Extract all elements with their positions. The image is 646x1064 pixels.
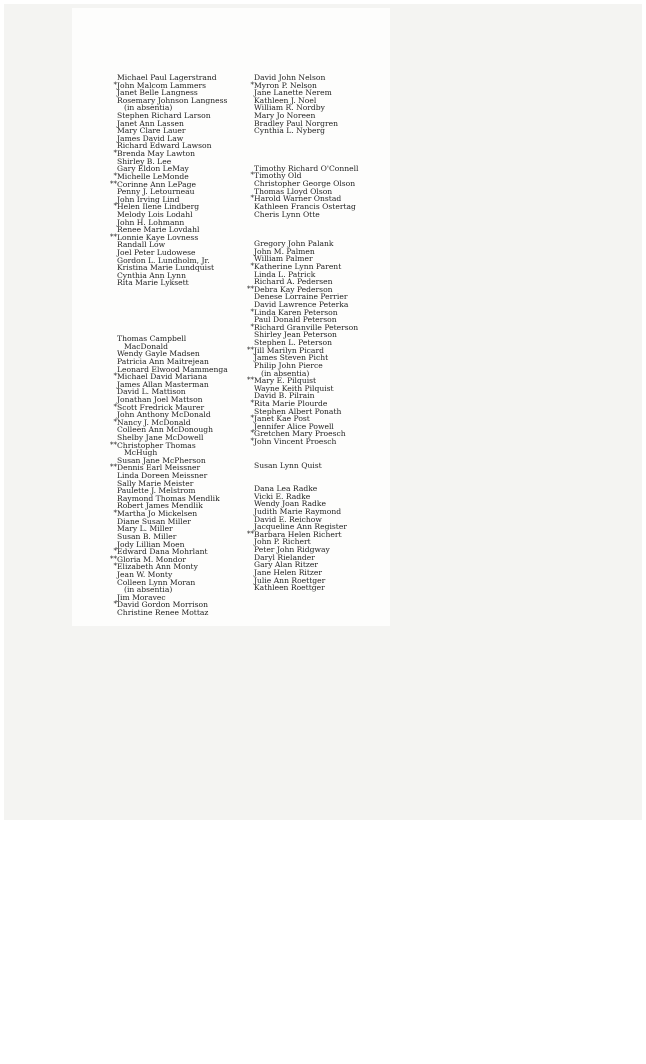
name-column-left (108, 74, 228, 617)
name-text: Jim Moravec (117, 592, 166, 602)
name-text: Randall Low (117, 240, 166, 250)
name-group (245, 240, 358, 445)
name-text: Edward Dana Mohrlant (117, 547, 208, 557)
name-text: Sally Marie Meister (117, 478, 194, 488)
honor-mark: * (113, 600, 117, 609)
name-text: Myron P. Nelson (254, 80, 317, 90)
name-text: Rosemary Johnson Langness (117, 95, 228, 105)
name-text: Michelle LeMonde (117, 171, 189, 181)
name-text: Penny J. Letourneau (117, 187, 195, 197)
name-text: David Gordon Morrison (117, 600, 209, 610)
name-text: Denese Lorraine Perrier (254, 292, 348, 302)
name-text: Susan B. Miller (117, 531, 177, 541)
name-text: James Steven Picht (254, 353, 329, 363)
name-text: Linda Doreen Meissner (117, 471, 208, 481)
name-text: Linda Karen Peterson (254, 307, 338, 317)
honor-mark: * (250, 80, 254, 89)
name-text: Wendy Gayle Madsen (117, 349, 200, 359)
name-column-right (245, 74, 358, 592)
honor-mark: * (113, 202, 117, 211)
name-text: (in absentia) (124, 585, 173, 595)
name-text: Kathleen Francis Ostertag (254, 201, 356, 211)
name-text: Gordon L. Lundholm, Jr. (117, 255, 210, 265)
honor-mark: * (250, 436, 254, 445)
name-entry (245, 211, 358, 219)
name-entry (245, 438, 358, 446)
honor-mark: * (113, 402, 117, 411)
name-text: Leonard Elwood Mammenga (117, 364, 228, 374)
name-text: Shirley B. Lee (117, 156, 172, 166)
name-text: Nancy J. McDonald (117, 417, 191, 427)
name-text: John Anthony McDonald (117, 410, 211, 420)
name-text: John Malcom Lammers (117, 80, 206, 90)
honor-mark: * (250, 171, 254, 180)
name-text: Debra Kay Pederson (254, 284, 333, 294)
honor-mark: * (113, 80, 117, 89)
honor-mark: * (113, 562, 117, 571)
name-text: Stephen L. Peterson (254, 338, 332, 348)
name-text: Wayne Keith Pilquist (254, 383, 334, 393)
honor-mark: * (250, 398, 254, 407)
name-text: Janet Kae Post (254, 414, 310, 424)
name-text: Linda L. Patrick (254, 269, 316, 279)
name-text: Dennis Earl Meissner (117, 463, 201, 473)
name-text: Jonathan Joel Mattson (117, 394, 203, 404)
name-text: Richard A. Pedersen (254, 277, 333, 287)
name-text: Brenda May Lawton (117, 149, 195, 159)
name-text: Thomas Campbell (117, 334, 187, 344)
name-text: Mary L. Miller (117, 524, 173, 534)
honor-mark: ** (110, 179, 117, 188)
honor-mark: * (250, 322, 254, 331)
name-entry (245, 127, 358, 135)
name-text: Jacqueline Ann Register (254, 522, 347, 532)
name-text: Cheris Lynn Otte (254, 209, 320, 219)
name-text: Wendy Joan Radke (254, 499, 326, 509)
name-text: Mary Jo Noreen (254, 111, 316, 121)
name-group (245, 165, 358, 218)
name-text: Paulette J. Melstrom (117, 486, 196, 496)
name-text: McHugh (124, 448, 158, 458)
name-group (108, 74, 228, 287)
honor-mark: * (113, 149, 117, 158)
name-text: Christopher Thomas (117, 440, 196, 450)
name-text: Scott Fredrick Maurer (117, 402, 205, 412)
name-text: James David Law (117, 133, 184, 143)
name-text: Stephen Albert Ponath (254, 406, 342, 416)
name-text: Peter John Ridgway (254, 545, 330, 555)
honor-mark: * (250, 194, 254, 203)
name-text: Christopher George Olson (254, 179, 356, 189)
name-text: David L. Mattison (117, 387, 186, 397)
honor-mark: ** (247, 376, 254, 385)
honor-mark: * (113, 509, 117, 518)
name-text: Renee Marie Lovdahl (117, 225, 200, 235)
name-text: John H. Lohmann (117, 217, 185, 227)
honor-mark: ** (110, 440, 117, 449)
name-text: Colleen Lynn Moran (117, 577, 196, 587)
name-text: Jane Helen Ritzer (254, 567, 323, 577)
name-text: David John Nelson (254, 73, 326, 82)
name-text: Lonnie Kaye Lovness (117, 232, 199, 242)
honor-mark: ** (110, 232, 117, 241)
name-text: James Allan Masterman (117, 379, 209, 389)
name-text: Helen Ilene Lindberg (117, 202, 200, 212)
name-text: Shelby Jane McDowell (117, 432, 204, 442)
name-text: Diane Susan Miller (117, 516, 191, 526)
name-text: Janet Ann Lassen (117, 118, 184, 128)
name-text: Susan Jane McPherson (117, 455, 206, 465)
name-text: Colleen Ann McDonough (117, 425, 214, 435)
name-text: Christine Renee Mottaz (117, 608, 209, 617)
name-text: Thomas Lloyd Olson (254, 186, 333, 196)
name-text: Jean W. Monty (117, 569, 173, 579)
name-entry (245, 462, 358, 470)
name-text: John Irving Lind (117, 194, 180, 204)
name-text: Gary Alan Ritzer (254, 560, 318, 570)
name-text: John Vincent Proesch (254, 436, 337, 446)
name-text: Jane Lanette Nerem (254, 88, 332, 98)
honor-mark: * (250, 429, 254, 438)
name-text: Jody Lillian Moen (117, 539, 185, 549)
name-text: Barbara Helen Richert (254, 529, 342, 539)
name-text: Dana Lea Radke (254, 484, 318, 494)
name-text: Kristina Marie Lundquist (117, 263, 215, 273)
honor-mark: * (113, 547, 117, 556)
honor-mark: * (250, 414, 254, 423)
name-text: Mary Clare Lauer (117, 126, 186, 136)
name-text: Cynthia L. Nyberg (254, 126, 325, 136)
name-text: Shirley Jean Peterson (254, 330, 337, 340)
document-sheet (72, 8, 390, 626)
name-text: Julie Ann Roettger (254, 575, 326, 585)
name-text: Richard Granville Peterson (254, 322, 359, 332)
honor-mark: ** (247, 529, 254, 538)
name-text: MacDonald (124, 341, 168, 351)
name-text: Timothy Old (254, 171, 302, 181)
name-text: Kathleen J. Noel (254, 95, 317, 105)
honor-mark: ** (110, 554, 117, 563)
name-text: Susan Lynn Quist (254, 460, 322, 470)
name-text: Philip John Pierce (254, 360, 323, 370)
name-text: Jill Marilyn Picard (254, 345, 324, 355)
name-text: Patricia Ann Maitrejean (117, 356, 209, 366)
name-entry (245, 584, 358, 592)
honor-mark: * (113, 171, 117, 180)
name-entry (108, 279, 228, 287)
name-text: David E. Reichow (254, 514, 322, 524)
name-text: Jennifer Alice Powell (254, 421, 334, 431)
name-text: Stephen Richard Larson (117, 111, 211, 121)
name-text: Timothy Richard O'Connell (254, 163, 359, 173)
honor-mark: * (113, 372, 117, 381)
name-text: Kathleen Roettger (254, 583, 325, 593)
name-text: William R. Nordby (254, 103, 325, 113)
name-text: Richard Edward Lawson (117, 141, 212, 151)
name-text: Katherine Lynn Parent (254, 261, 342, 271)
name-text: William Palmer (254, 254, 313, 264)
name-text: Michael Paul Lagerstrand (117, 73, 217, 82)
name-text: (in absentia) (124, 103, 173, 113)
name-text: David B. Pilrain (254, 391, 315, 401)
name-text: Raymond Thomas Mendlik (117, 493, 220, 503)
name-text: Paul Donald Peterson (254, 315, 337, 325)
honor-mark: * (113, 417, 117, 426)
name-text: Mary E. Pilquist (254, 376, 317, 386)
name-text: (in absentia) (261, 368, 310, 378)
name-text: Melody Lois Lodahl (117, 209, 193, 219)
name-group (245, 462, 358, 470)
name-text: Martha Jo Mickelsen (117, 509, 198, 519)
name-text: Gretchen Mary Proesch (254, 429, 346, 439)
honor-mark: ** (247, 345, 254, 354)
name-text: John P. Richert (254, 537, 311, 547)
name-text: Cynthia Ann Lynn (117, 270, 186, 280)
honor-mark: ** (247, 284, 254, 293)
name-text: Rita Marie Lyksett (117, 278, 189, 288)
name-entry (108, 609, 228, 617)
name-text: John M. Palmen (254, 246, 315, 256)
name-text: Joel Peter Ludowese (117, 248, 196, 258)
name-text: Michael David Mariana (117, 372, 208, 382)
name-group (245, 485, 358, 592)
name-text: Gary Eldon LeMay (117, 164, 189, 174)
name-text: Gregory John Palank (254, 239, 334, 249)
name-text: Rita Marie Plourde (254, 398, 328, 408)
honor-mark: ** (110, 463, 117, 472)
name-text: Harold Warner Onstad (254, 194, 342, 204)
honor-mark: * (250, 307, 254, 316)
name-text: Corinne Ann LePage (117, 179, 196, 189)
name-text: Daryl Rielander (254, 552, 315, 562)
name-text: David Lawrence Peterka (254, 300, 349, 310)
name-text: Elizabeth Ann Monty (117, 562, 198, 572)
name-text: Vicki E. Radke (254, 491, 311, 501)
name-text: Robert James Mendlik (117, 501, 203, 511)
name-text: Janet Belle Langness (117, 88, 198, 98)
name-text: Bradley Paul Norgren (254, 118, 338, 128)
name-text: Judith Marie Raymond (254, 507, 342, 517)
name-group (108, 335, 228, 617)
honor-mark: * (250, 261, 254, 270)
name-group (245, 74, 358, 135)
name-text: Gloria M. Mondor (117, 554, 186, 564)
